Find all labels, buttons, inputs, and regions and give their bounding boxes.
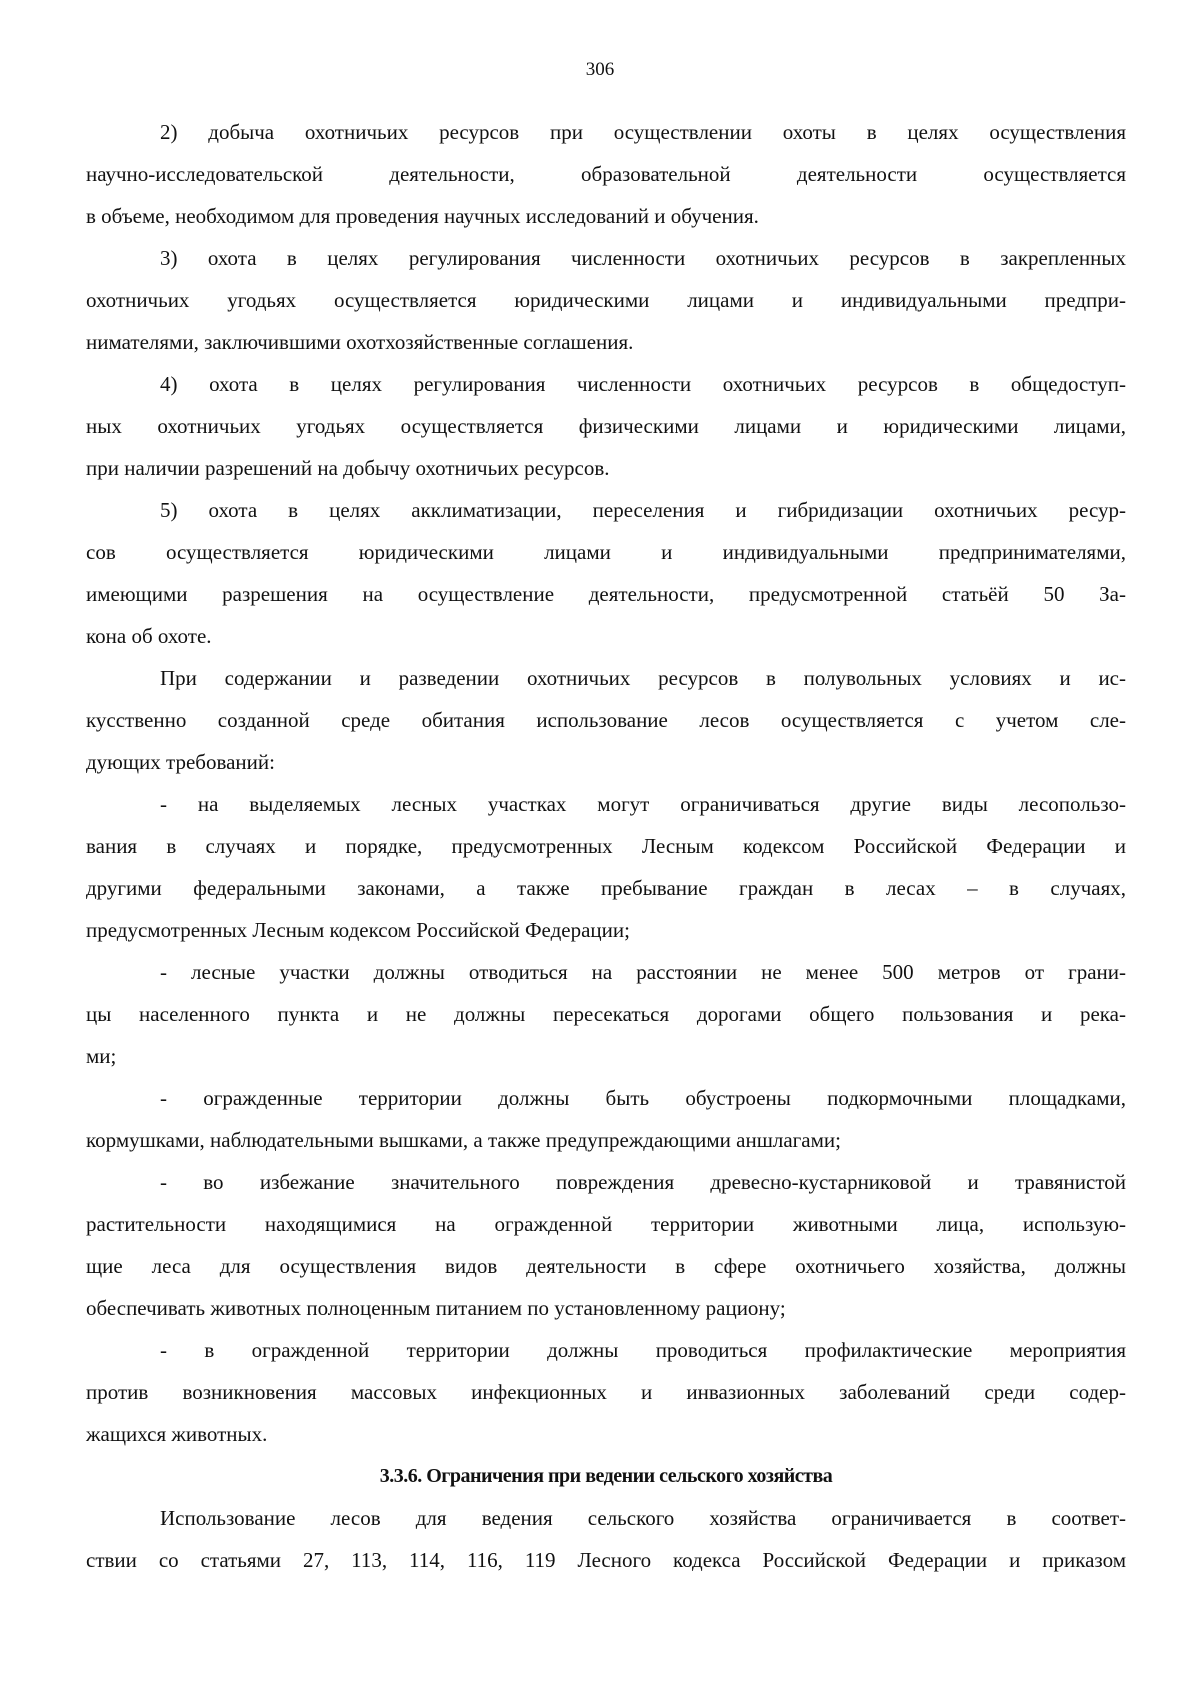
text-line: сов осуществляется юридическими лицами и индивидуальными предпринимателями, [86,540,1126,564]
text-line: Использование лесов для ведения сельского хозяйства ограничивается в соответ- [160,1506,1126,1530]
text-line: 3) охота в целях регулирования численности охотничьих ресурсов в закрепленных [160,246,1126,270]
text-line: в объеме, необходимом для проведения научных исследований и обучения. [86,204,759,228]
text-line: - во избежание значительного повреждения древесно-кустарниковой и травянистой [160,1170,1126,1194]
document-body [86,111,1126,1581]
text-line: - в огражденной территории должны проводиться профилактические мероприятия [160,1338,1126,1362]
page-number: 306 [585,59,615,80]
text-line: - лесные участки должны отводиться на расстоянии не менее 500 метров от грани- [160,960,1126,984]
text-line: При содержании и разведении охотничьих ресурсов в полувольных условиях и ис- [160,666,1126,690]
text-line: кормушками, наблюдательными вышками, а также предупреждающими аншлагами; [86,1128,841,1152]
text-line: 4) охота в целях регулирования численности охотничьих ресурсов в общедоступ- [160,372,1126,396]
text-line: против возникновения массовых инфекционных и инвазионных заболеваний среди содер- [86,1380,1126,1404]
text-line: цы населенного пункта и не должны пересекаться дорогами общего пользования и река- [86,1002,1126,1026]
text-line: дующих требований: [86,750,275,774]
text-line: кона об охоте. [86,624,212,648]
text-line: нимателями, заключившими охотхозяйственные соглашения. [86,330,634,354]
text-line: кусственно созданной среде обитания использование лесов осуществляется с учетом сле- [86,708,1126,732]
text-line: ных охотничьих угодьях осуществляется физическими лицами и юридическими лицами, [86,414,1126,438]
text-line: щие леса для осуществления видов деятельности в сфере охотничьего хозяйства, должны [86,1254,1126,1278]
text-line: научно-исследовательской деятельности, образовательной деятельности осуществляется [86,162,1126,186]
text-line: при наличии разрешений на добычу охотничьих ресурсов. [86,456,610,480]
text-line: обеспечивать животных полноценным питанием по установленному рациону; [86,1296,786,1320]
text-line: имеющими разрешения на осуществление деятельности, предусмотренной статьёй 50 За- [86,582,1126,606]
text-line: ми; [86,1044,117,1068]
text-line: - огражденные территории должны быть обустроены подкормочными площадками, [160,1086,1126,1110]
text-line: охотничьих угодьях осуществляется юридическими лицами и индивидуальными предпри- [86,288,1126,312]
text-line: 5) охота в целях акклиматизации, переселения и гибридизации охотничьих ресур- [160,498,1126,522]
text-line: предусмотренных Лесным кодексом Российской Федерации; [86,918,630,942]
text-line: жащихся животных. [86,1422,268,1446]
section-heading: 3.3.6. Ограничения при ведении сельского хозяйства [379,1465,833,1487]
text-line: другими федеральными законами, а также пребывание граждан в лесах – в случаях, [86,876,1126,900]
text-line: - на выделяемых лесных участках могут ограничиваться другие виды лесопользо- [160,792,1126,816]
text-line: растительности находящимися на огражденной территории животными лица, использую- [86,1212,1126,1236]
text-line: ствии со статьями 27, 113, 114, 116, 119 Лесного кодекса Российской Федерации и приказом [86,1548,1126,1572]
text-line: вания в случаях и порядке, предусмотренных Лесным кодексом Российской Федерации и [86,834,1126,858]
text-line: 2) добыча охотничьих ресурсов при осуществлении охоты в целях осуществления [160,120,1126,144]
